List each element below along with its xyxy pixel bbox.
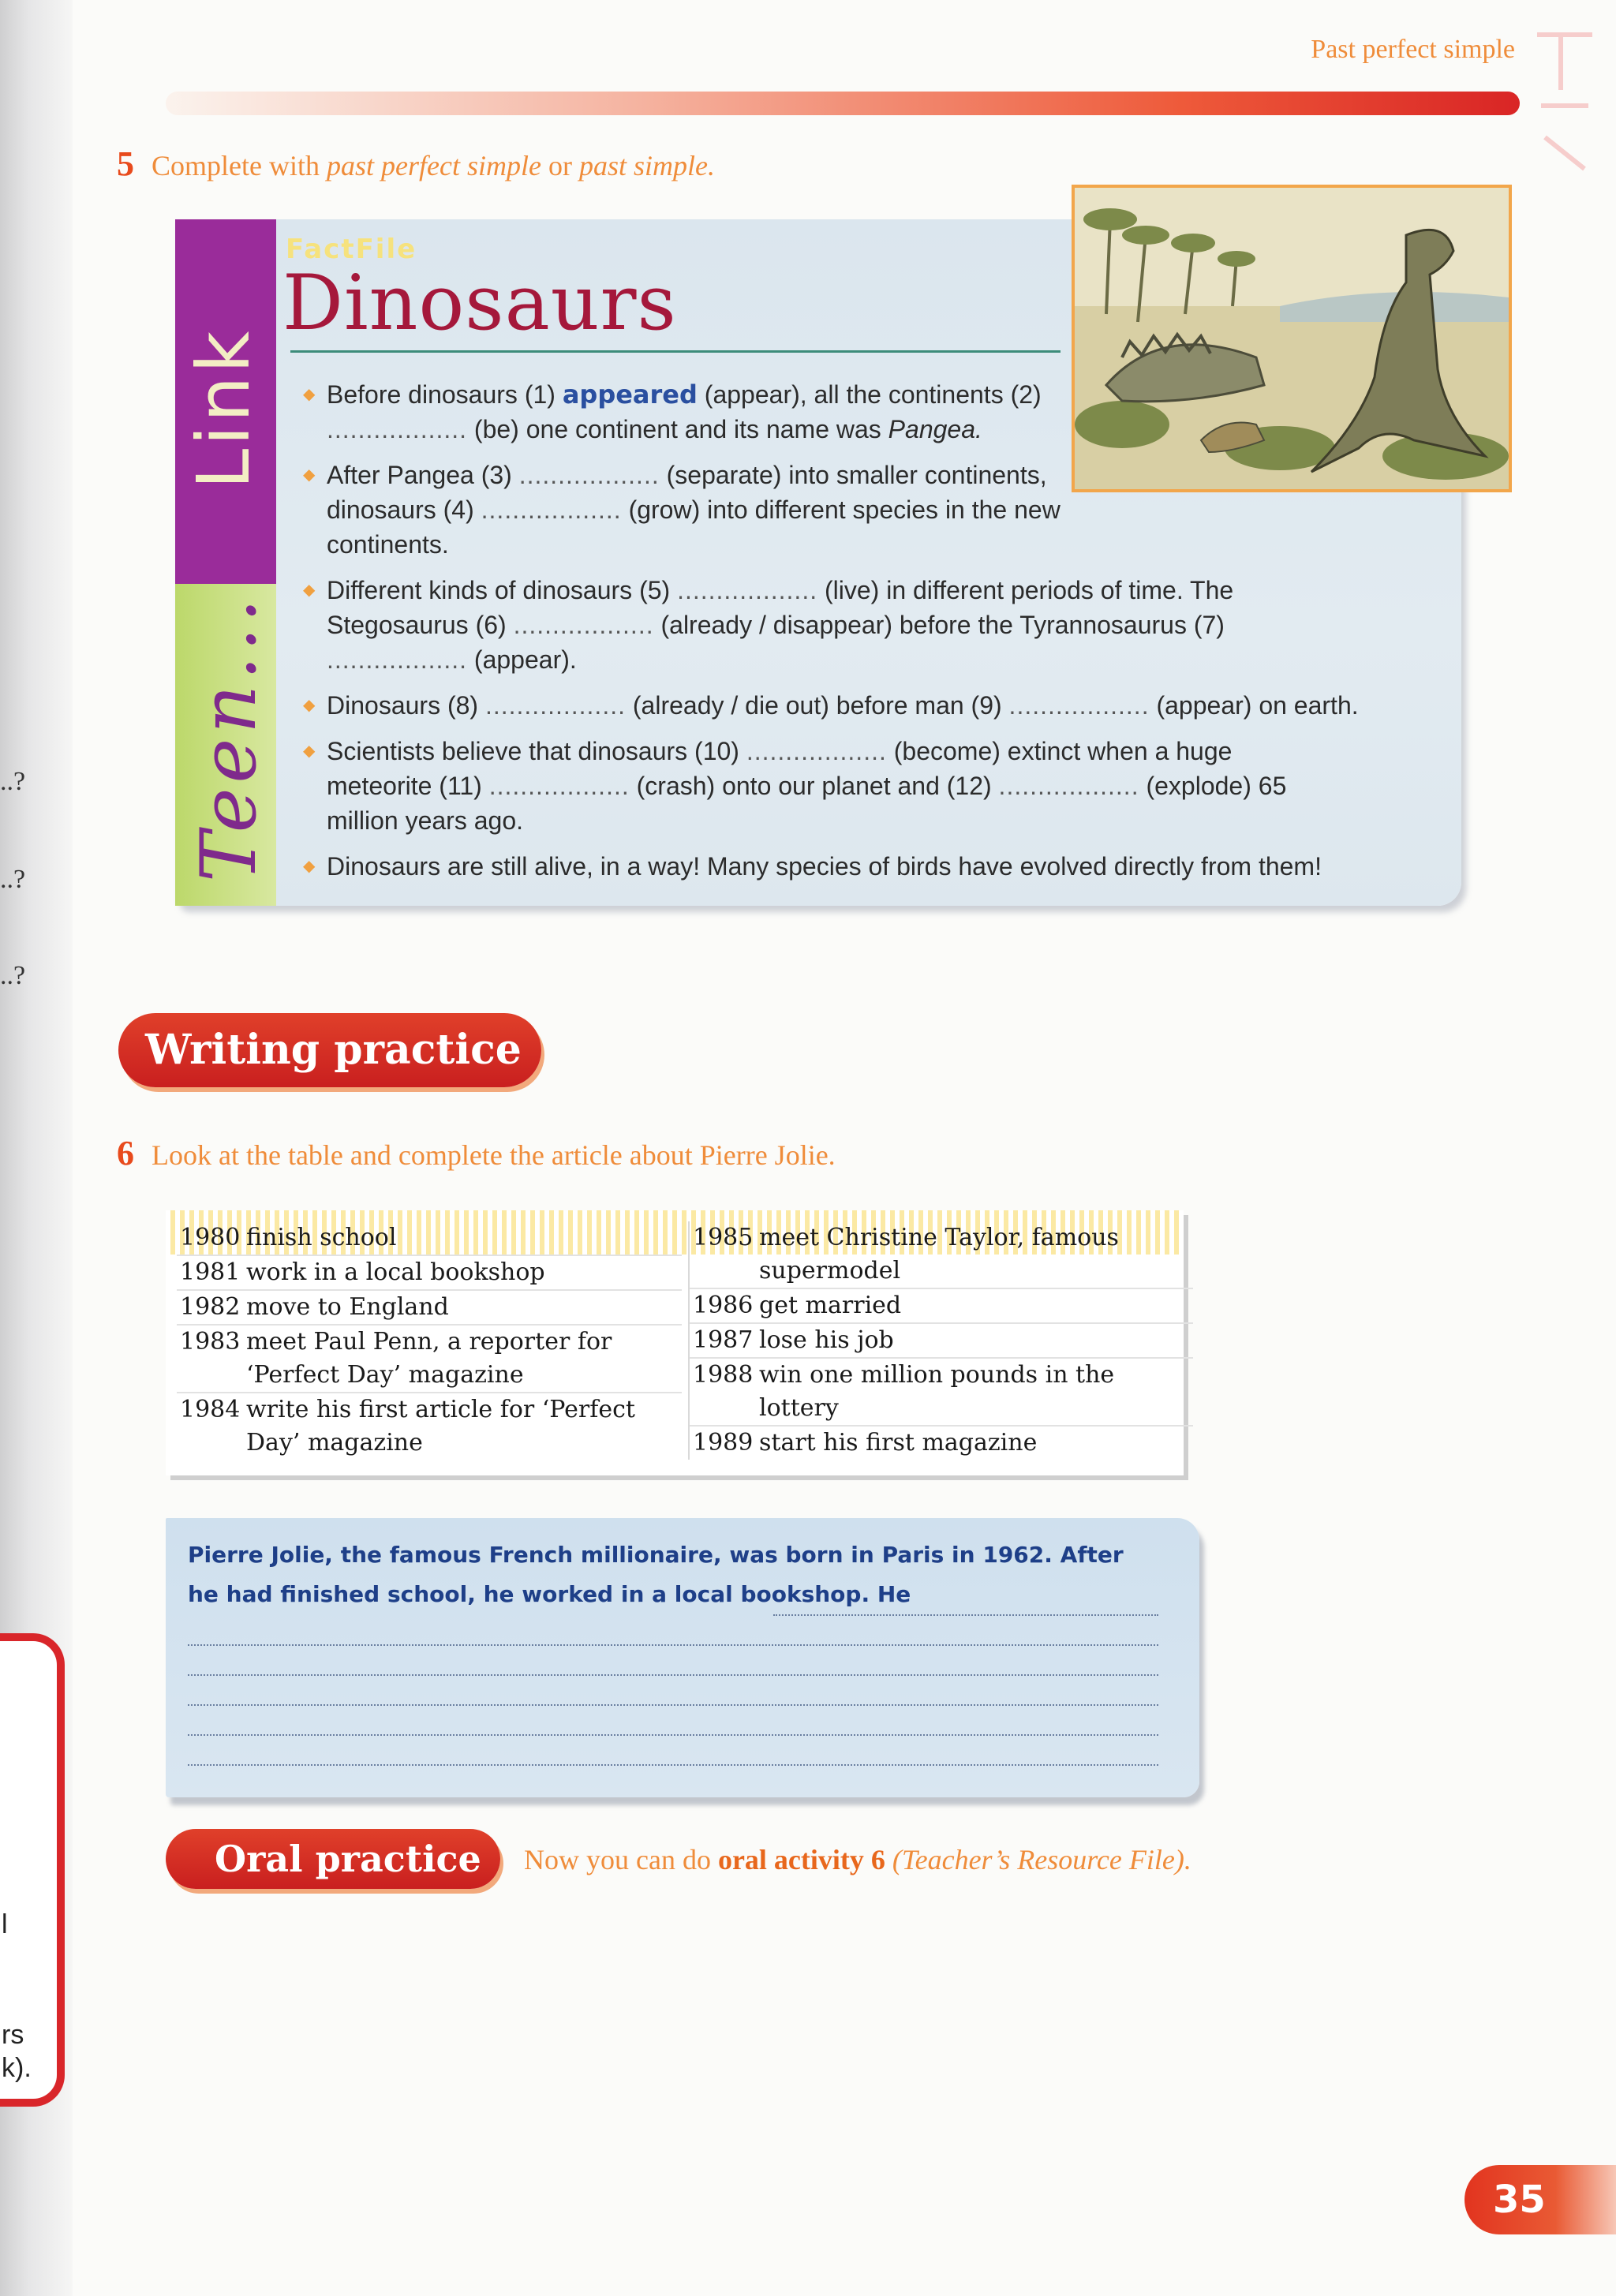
event-cell: move to England	[246, 1293, 449, 1321]
margin-mark: ..?	[0, 767, 26, 796]
event-cell: get married	[759, 1292, 902, 1319]
corner-decoration-icon	[1529, 19, 1600, 185]
year-cell: 1986	[693, 1292, 754, 1319]
exercise-number: 5	[117, 144, 134, 183]
fact-text: (crash) onto our planet and (12)	[629, 772, 999, 800]
sidebar-link-label: Link	[181, 327, 266, 490]
fact-item	[303, 377, 1068, 447]
sidebar-teen-label: Teen...	[185, 593, 273, 882]
fact-text: Before dinosaurs (1)	[327, 380, 563, 409]
previous-page-box	[0, 1633, 65, 2107]
answer-blank[interactable]: ..................	[677, 576, 818, 604]
year-cell: 1987	[693, 1326, 754, 1354]
table-row	[690, 1359, 1193, 1427]
fact-list	[303, 377, 1423, 895]
year-cell: 1982	[180, 1293, 241, 1321]
fact-text: Dinosaurs (8)	[327, 691, 485, 720]
answer-blank[interactable]: ..................	[327, 645, 468, 674]
event-cell: meet Christine Taylor, famous supermodel	[759, 1224, 1119, 1284]
fact-text: Pangea.	[888, 415, 982, 443]
header-bar	[166, 92, 1520, 115]
instruction-emphasis: past simple.	[578, 150, 715, 181]
factfile-sidebar	[175, 219, 276, 906]
writing-line[interactable]	[188, 1734, 1158, 1736]
margin-mark: ..?	[0, 961, 26, 990]
fact-text: After Pangea (3)	[327, 461, 519, 489]
fact-text: (appear), all the continents (2)	[697, 380, 1042, 409]
fact-text: (appear).	[467, 645, 577, 674]
timeline-column-right	[688, 1221, 1193, 1460]
timeline-table	[166, 1210, 1184, 1475]
fact-text: (explode) 65 million years ago.	[327, 772, 1287, 835]
year-cell: 1989	[693, 1429, 754, 1457]
table-row	[177, 1326, 682, 1393]
answer-blank[interactable]: ..................	[513, 611, 654, 639]
factfile-label: FactFile	[286, 234, 417, 265]
fact-item	[303, 734, 1297, 838]
year-cell: 1985	[693, 1224, 754, 1251]
answer-blank[interactable]: ..................	[746, 737, 887, 765]
fact-text: Scientists believe that dinosaurs (10)	[327, 737, 746, 765]
table-row	[177, 1393, 682, 1460]
timeline-column-left	[177, 1221, 682, 1460]
previous-page-text: k).	[2, 2053, 32, 2083]
fact-text: Dinosaurs are still alive, in a way! Many species of birds have evolved directly from them!	[327, 852, 1322, 881]
table-row	[690, 1289, 1193, 1324]
writing-line[interactable]	[773, 1614, 1158, 1616]
writing-line[interactable]	[188, 1674, 1158, 1676]
article-writing-box[interactable]	[166, 1518, 1199, 1797]
answer-blank[interactable]: ..................	[327, 415, 468, 443]
exercise-number: 6	[117, 1134, 134, 1172]
table-row	[177, 1291, 682, 1326]
fact-item	[303, 688, 1408, 723]
table-row	[690, 1324, 1193, 1359]
article-starter-text: Pierre Jolie, the famous French millionaire, was born in Paris in 1962. After he had finished school, he worked in a local bookshop. He	[188, 1542, 1124, 1607]
instruction-emphasis: past perfect simple	[326, 150, 541, 181]
oral-resource-ref: (Teacher’s Resource File).	[885, 1844, 1191, 1875]
year-cell: 1983	[180, 1328, 241, 1356]
answer-blank[interactable]: ..................	[484, 691, 626, 720]
fact-text: (be) one continent and its name was	[467, 415, 888, 443]
event-cell: win one million pounds in the lottery	[759, 1361, 1115, 1422]
year-cell: 1984	[180, 1396, 241, 1423]
writing-line[interactable]	[188, 1704, 1158, 1706]
event-cell: lose his job	[759, 1326, 894, 1354]
answer-filled: appeared	[562, 380, 698, 409]
fact-text: (appear) on earth.	[1149, 691, 1359, 720]
fact-text: (already / disappear) before the Tyrannosaurus (7)	[653, 611, 1225, 639]
answer-blank[interactable]: ..................	[481, 495, 622, 524]
fact-text: (grow) into different species in the new continents.	[327, 495, 1060, 559]
title-rule	[290, 350, 1060, 353]
answer-blank[interactable]: ..................	[1008, 691, 1150, 720]
table-row	[177, 1256, 682, 1291]
previous-page-text: rs	[2, 2020, 24, 2050]
answer-blank[interactable]: ..................	[488, 772, 630, 800]
writing-line[interactable]	[188, 1644, 1158, 1646]
page-number: 35	[1464, 2165, 1616, 2234]
fact-item	[303, 573, 1297, 677]
exercise-5-instruction	[117, 144, 715, 184]
year-cell: 1980	[180, 1224, 241, 1251]
oral-practice-heading: Oral practice	[166, 1829, 500, 1889]
event-cell: meet Paul Penn, a reporter for ‘Perfect Day’ magazine	[246, 1328, 612, 1389]
instruction-text: Look at the table and complete the article about Pierre Jolie.	[152, 1139, 836, 1171]
event-cell: finish school	[246, 1224, 397, 1251]
fact-text: (live) in different periods of time. The Stegosaurus (6)	[327, 576, 1234, 639]
table-row	[690, 1427, 1193, 1460]
fact-text: (become) extinct when a huge meteorite (11)	[327, 737, 1233, 800]
previous-page-text: l	[2, 1909, 8, 1939]
writing-line[interactable]	[188, 1764, 1158, 1766]
instruction-text: or	[541, 150, 579, 181]
oral-activity-ref: oral activity 6	[717, 1844, 885, 1875]
margin-mark: ..?	[0, 865, 26, 894]
answer-blank[interactable]: ..................	[518, 461, 660, 489]
answer-blank[interactable]: ..................	[998, 772, 1139, 800]
event-cell: write his first article for ‘Perfect Day’ magazine	[246, 1396, 635, 1457]
fact-text: (separate) into smaller continents, dinosaurs (4)	[327, 461, 1047, 524]
fact-item	[303, 849, 1408, 884]
instruction-text: Complete with	[152, 150, 327, 181]
exercise-6-instruction	[117, 1133, 836, 1173]
factfile-title: Dinosaurs	[282, 259, 677, 347]
event-cell: work in a local bookshop	[246, 1258, 545, 1286]
fact-item	[303, 458, 1139, 562]
event-cell: start his first magazine	[759, 1429, 1038, 1457]
year-cell: 1981	[180, 1258, 241, 1286]
year-cell: 1988	[693, 1361, 754, 1389]
fact-text: (already / die out) before man (9)	[625, 691, 1009, 720]
teen-link-factfile	[175, 219, 1461, 906]
oral-text: Now you can do	[524, 1844, 718, 1875]
writing-practice-heading: Writing practice	[118, 1013, 541, 1087]
section-header: Past perfect simple	[1311, 35, 1515, 64]
table-row	[177, 1221, 682, 1256]
fact-text: Different kinds of dinosaurs (5)	[327, 576, 678, 604]
table-row	[690, 1221, 1193, 1289]
oral-practice-instruction	[524, 1843, 1191, 1876]
